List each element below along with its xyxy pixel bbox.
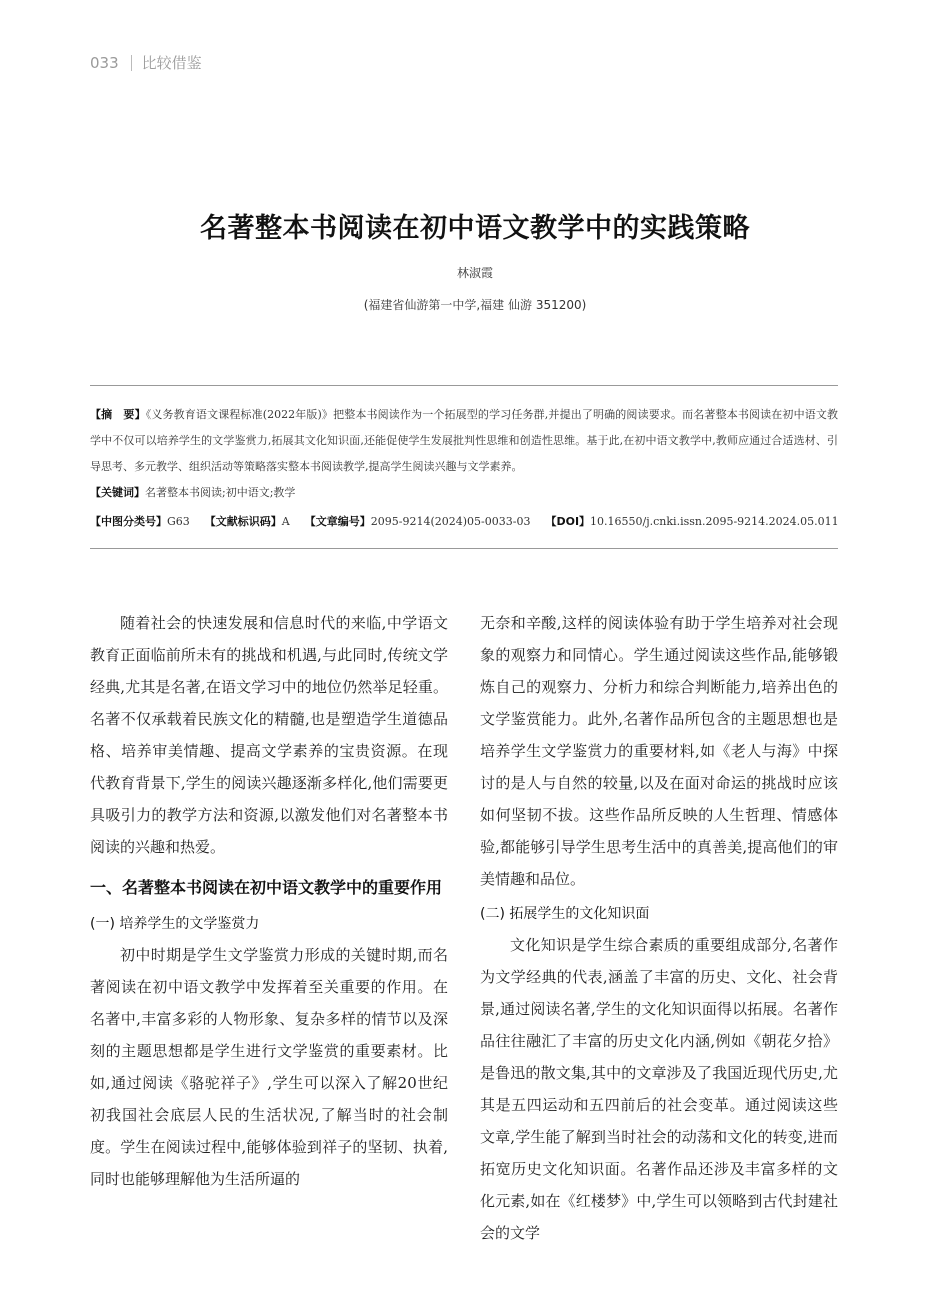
keywords-text: 名著整本书阅读;初中语文;教学	[145, 486, 296, 499]
intro-paragraph: 随着社会的快速发展和信息时代的来临,中学语文教育正面临前所未有的挑战和机遇,与此同时,传统文学经典,尤其是名著,在语文学习中的地位仍然举足轻重。名著不仅承载着民族文化的精髓,也是塑造学生道德品格、培养审美情趣、提高文学素养的宝贵资源。在现代教育背景下,学生的阅读兴趣逐渐多样化,他们需要更具吸引力的教学方法和资源,以激发他们对名著整本书阅读的兴趣和热爱。	[90, 614, 448, 856]
top-divider	[90, 385, 838, 386]
body-paragraph-continued: 无奈和辛酸,这样的阅读体验有助于学生培养对社会现象的观察力和同情心。学生通过阅读这些作品,能够锻炼自己的观察力、分析力和综合判断能力,培养出色的文学鉴赏能力。此外,名著作品所包含的主题思想也是培养学生文学鉴赏力的重要材料,如《老人与海》中探讨的是人与自然的较量,以及在面对命运的挑战时应该如何坚韧不拔。这些作品所反映的人生哲理、情感体验,都能够引导学生思考生活中的真善美,提高他们的审美情趣和品位。	[480, 614, 838, 888]
abstract	[90, 402, 838, 480]
header-divider	[131, 55, 132, 71]
doc-code-label: 【文献标识码】	[204, 515, 282, 528]
clc-label: 【中图分类号】	[90, 515, 167, 528]
body-paragraph: 文化知识是学生综合素质的重要组成部分,名著作为文学经典的代表,涵盖了丰富的历史、文化、社会背景,通过阅读名著,学生的文化知识面得以拓展。名著作品往往融汇了丰富的历史文化内涵,例如《朝花夕拾》是鲁迅的散文集,其中的文章涉及了我国近现代历史,尤其是五四运动和五四前后的社会变革。通过阅读这些文章,学生能了解到当时社会的动荡和文化的转变,进而拓宽历史文化知识面。名著作品还涉及丰富多样的文化元素,如在《红楼梦》中,学生可以领略到古代封建社会的文学	[480, 936, 838, 1242]
doc-code-value: A	[281, 515, 290, 528]
doi-label: 【DOI】	[545, 515, 591, 528]
abstract-text: 《义务教育语文课程标准(2022年版)》把整本书阅读作为一个拓展型的学习任务群,并提出了明确的阅读要求。而名著整本书阅读在初中语文教学中不仅可以培养学生的文学鉴赏力,拓展其文化知识面,还能促使学生发展批判性思维和创造性思维。基于此,在初中语文教学中,教师应通过合适选材、引导思考、多元教学、组织活动等策略落实整本书阅读教学,提高学生阅读兴趣与文学素养。	[90, 408, 838, 473]
subsection-heading: (二) 拓展学生的文化知识面	[480, 906, 650, 922]
classification-line	[90, 513, 850, 529]
article-title: 名著整本书阅读在初中语文教学中的实践策略	[200, 213, 750, 244]
section-name: 比较借鉴	[141, 54, 202, 72]
keywords	[90, 484, 850, 500]
right-column	[480, 607, 838, 1249]
author-name: 林淑霞	[456, 266, 493, 280]
running-header	[90, 52, 202, 73]
keywords-label: 【关键词】	[90, 486, 145, 499]
body-paragraph: 初中时期是学生文学鉴赏力形成的关键时期,而名著阅读在初中语文教学中发挥着至关重要的作用。在名著中,丰富多彩的人物形象、复杂多样的情节以及深刻的主题思想都是学生进行文学鉴赏的重要素材。比如,通过阅读《骆驼祥子》,学生可以深入了解20世纪初我国社会底层人民的生活状况,了解当时的社会制度。学生在阅读过程中,能够体验到祥子的坚韧、执着,同时也能够理解他为生活所逼的	[90, 946, 448, 1188]
author-affiliation: (福建省仙游第一中学,福建 仙游 351200)	[363, 298, 587, 312]
left-column	[90, 607, 448, 1195]
subsection-heading: (一) 培养学生的文学鉴赏力	[90, 916, 260, 932]
clc-value: G63	[167, 515, 190, 528]
article-no-label: 【文章编号】	[304, 515, 371, 528]
abstract-label: 【摘 要】	[90, 408, 146, 421]
bottom-divider	[90, 548, 838, 549]
doi-value: 10.16550/j.cnki.issn.2095-9214.2024.05.011	[590, 515, 839, 528]
article-no-value: 2095-9214(2024)05-0033-03	[370, 515, 531, 528]
section-heading: 一、名著整本书阅读在初中语文教学中的重要作用	[90, 878, 443, 897]
page-number: 033	[90, 53, 119, 72]
